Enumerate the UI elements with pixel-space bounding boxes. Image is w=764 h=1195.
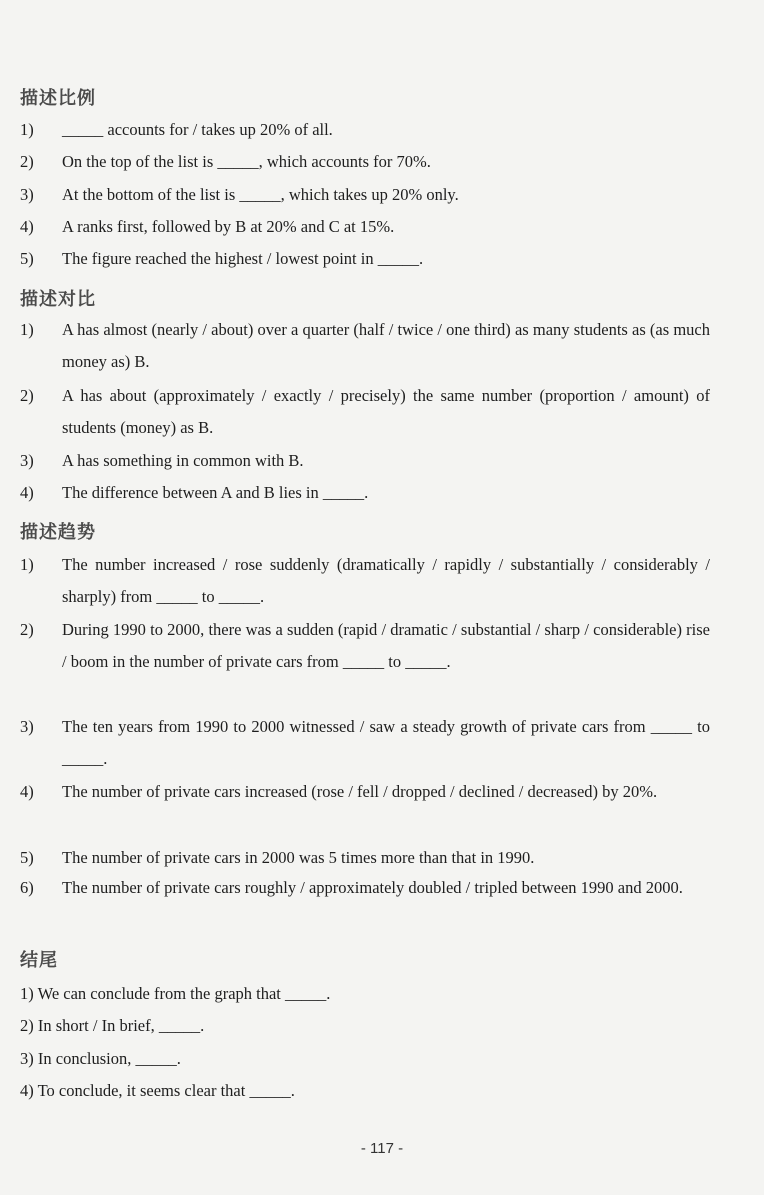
item-text: _____ accounts for / takes up 20% of all.: [62, 120, 333, 139]
proportion-item-2: [20, 146, 710, 178]
section-heading-proportion: 描述比例: [20, 88, 96, 109]
item-text: The number increased / rose suddenly (dramatically / rapidly / substantially / considerably / sharply) from _____ to _____.: [62, 555, 710, 606]
trend-item-1: [20, 549, 710, 613]
trend-item-6: [20, 872, 710, 904]
page-number: - 117 -: [360, 1140, 404, 1157]
item-number: 1): [20, 320, 34, 339]
item-number: 4): [20, 217, 34, 236]
item-text: The difference between A and B lies in _____.: [62, 483, 369, 502]
item-number: 4): [20, 782, 34, 801]
item-text: The figure reached the highest / lowest point in _____.: [62, 249, 424, 268]
comparison-item-1: [20, 314, 710, 378]
item-text: The ten years from 1990 to 2000 witnessed / saw a steady growth of private cars from _____ to _____.: [62, 717, 710, 768]
section-heading-comparison: 描述对比: [20, 289, 96, 310]
item-text: The number of private cars increased (rose / fell / dropped / declined / decreased) by 20%.: [62, 782, 658, 801]
item-number: 3): [20, 185, 34, 204]
ending-item-2: 2) In short / In brief, _____.: [20, 1016, 205, 1035]
item-number: 2): [20, 152, 34, 171]
section-heading-ending: 结尾: [20, 950, 58, 971]
proportion-item-4: [20, 211, 710, 243]
proportion-item-1: [20, 114, 710, 146]
item-number: 1): [20, 120, 34, 139]
item-number: 3): [20, 451, 34, 470]
item-text: On the top of the list is _____, which accounts for 70%.: [62, 152, 431, 171]
proportion-item-5: [20, 243, 710, 275]
trend-item-5: [20, 842, 710, 874]
item-number: 4): [20, 483, 34, 502]
trend-item-2: [20, 614, 710, 678]
item-number: 2): [20, 386, 34, 405]
proportion-item-3: [20, 179, 710, 211]
item-number: 5): [20, 848, 34, 867]
item-text: The number of private cars in 2000 was 5 times more than that in 1990.: [62, 848, 535, 867]
item-number: 5): [20, 249, 34, 268]
ending-item-3: 3) In conclusion, _____.: [20, 1049, 181, 1068]
ending-item-1: 1) We can conclude from the graph that _____.: [20, 984, 331, 1003]
ending-item-4: 4) To conclude, it seems clear that _____.: [20, 1081, 295, 1100]
item-text: A has something in common with B.: [62, 451, 304, 470]
trend-item-4: [20, 776, 710, 808]
trend-item-3: [20, 711, 710, 775]
item-number: 3): [20, 717, 34, 736]
item-text: A has about (approximately / exactly / precisely) the same number (proportion / amount) of students (money) as B.: [62, 386, 710, 437]
comparison-item-2: [20, 380, 710, 444]
item-text: At the bottom of the list is _____, which takes up 20% only.: [62, 185, 459, 204]
item-text: A has almost (nearly / about) over a quarter (half / twice / one third) as many students as (as much money as) B.: [62, 320, 710, 371]
item-number: 2): [20, 620, 34, 639]
item-text: A ranks first, followed by B at 20% and C at 15%.: [62, 217, 395, 236]
item-text: During 1990 to 2000, there was a sudden (rapid / dramatic / substantial / sharp / considerable) rise / boom in the number of private cars from _____ to _____.: [62, 620, 710, 671]
comparison-item-4: [20, 477, 710, 509]
section-heading-trend: 描述趋势: [20, 522, 96, 543]
item-number: 6): [20, 878, 34, 897]
item-text: The number of private cars roughly / approximately doubled / tripled between 1990 and 2000.: [62, 878, 683, 897]
comparison-item-3: [20, 445, 710, 477]
item-number: 1): [20, 555, 34, 574]
